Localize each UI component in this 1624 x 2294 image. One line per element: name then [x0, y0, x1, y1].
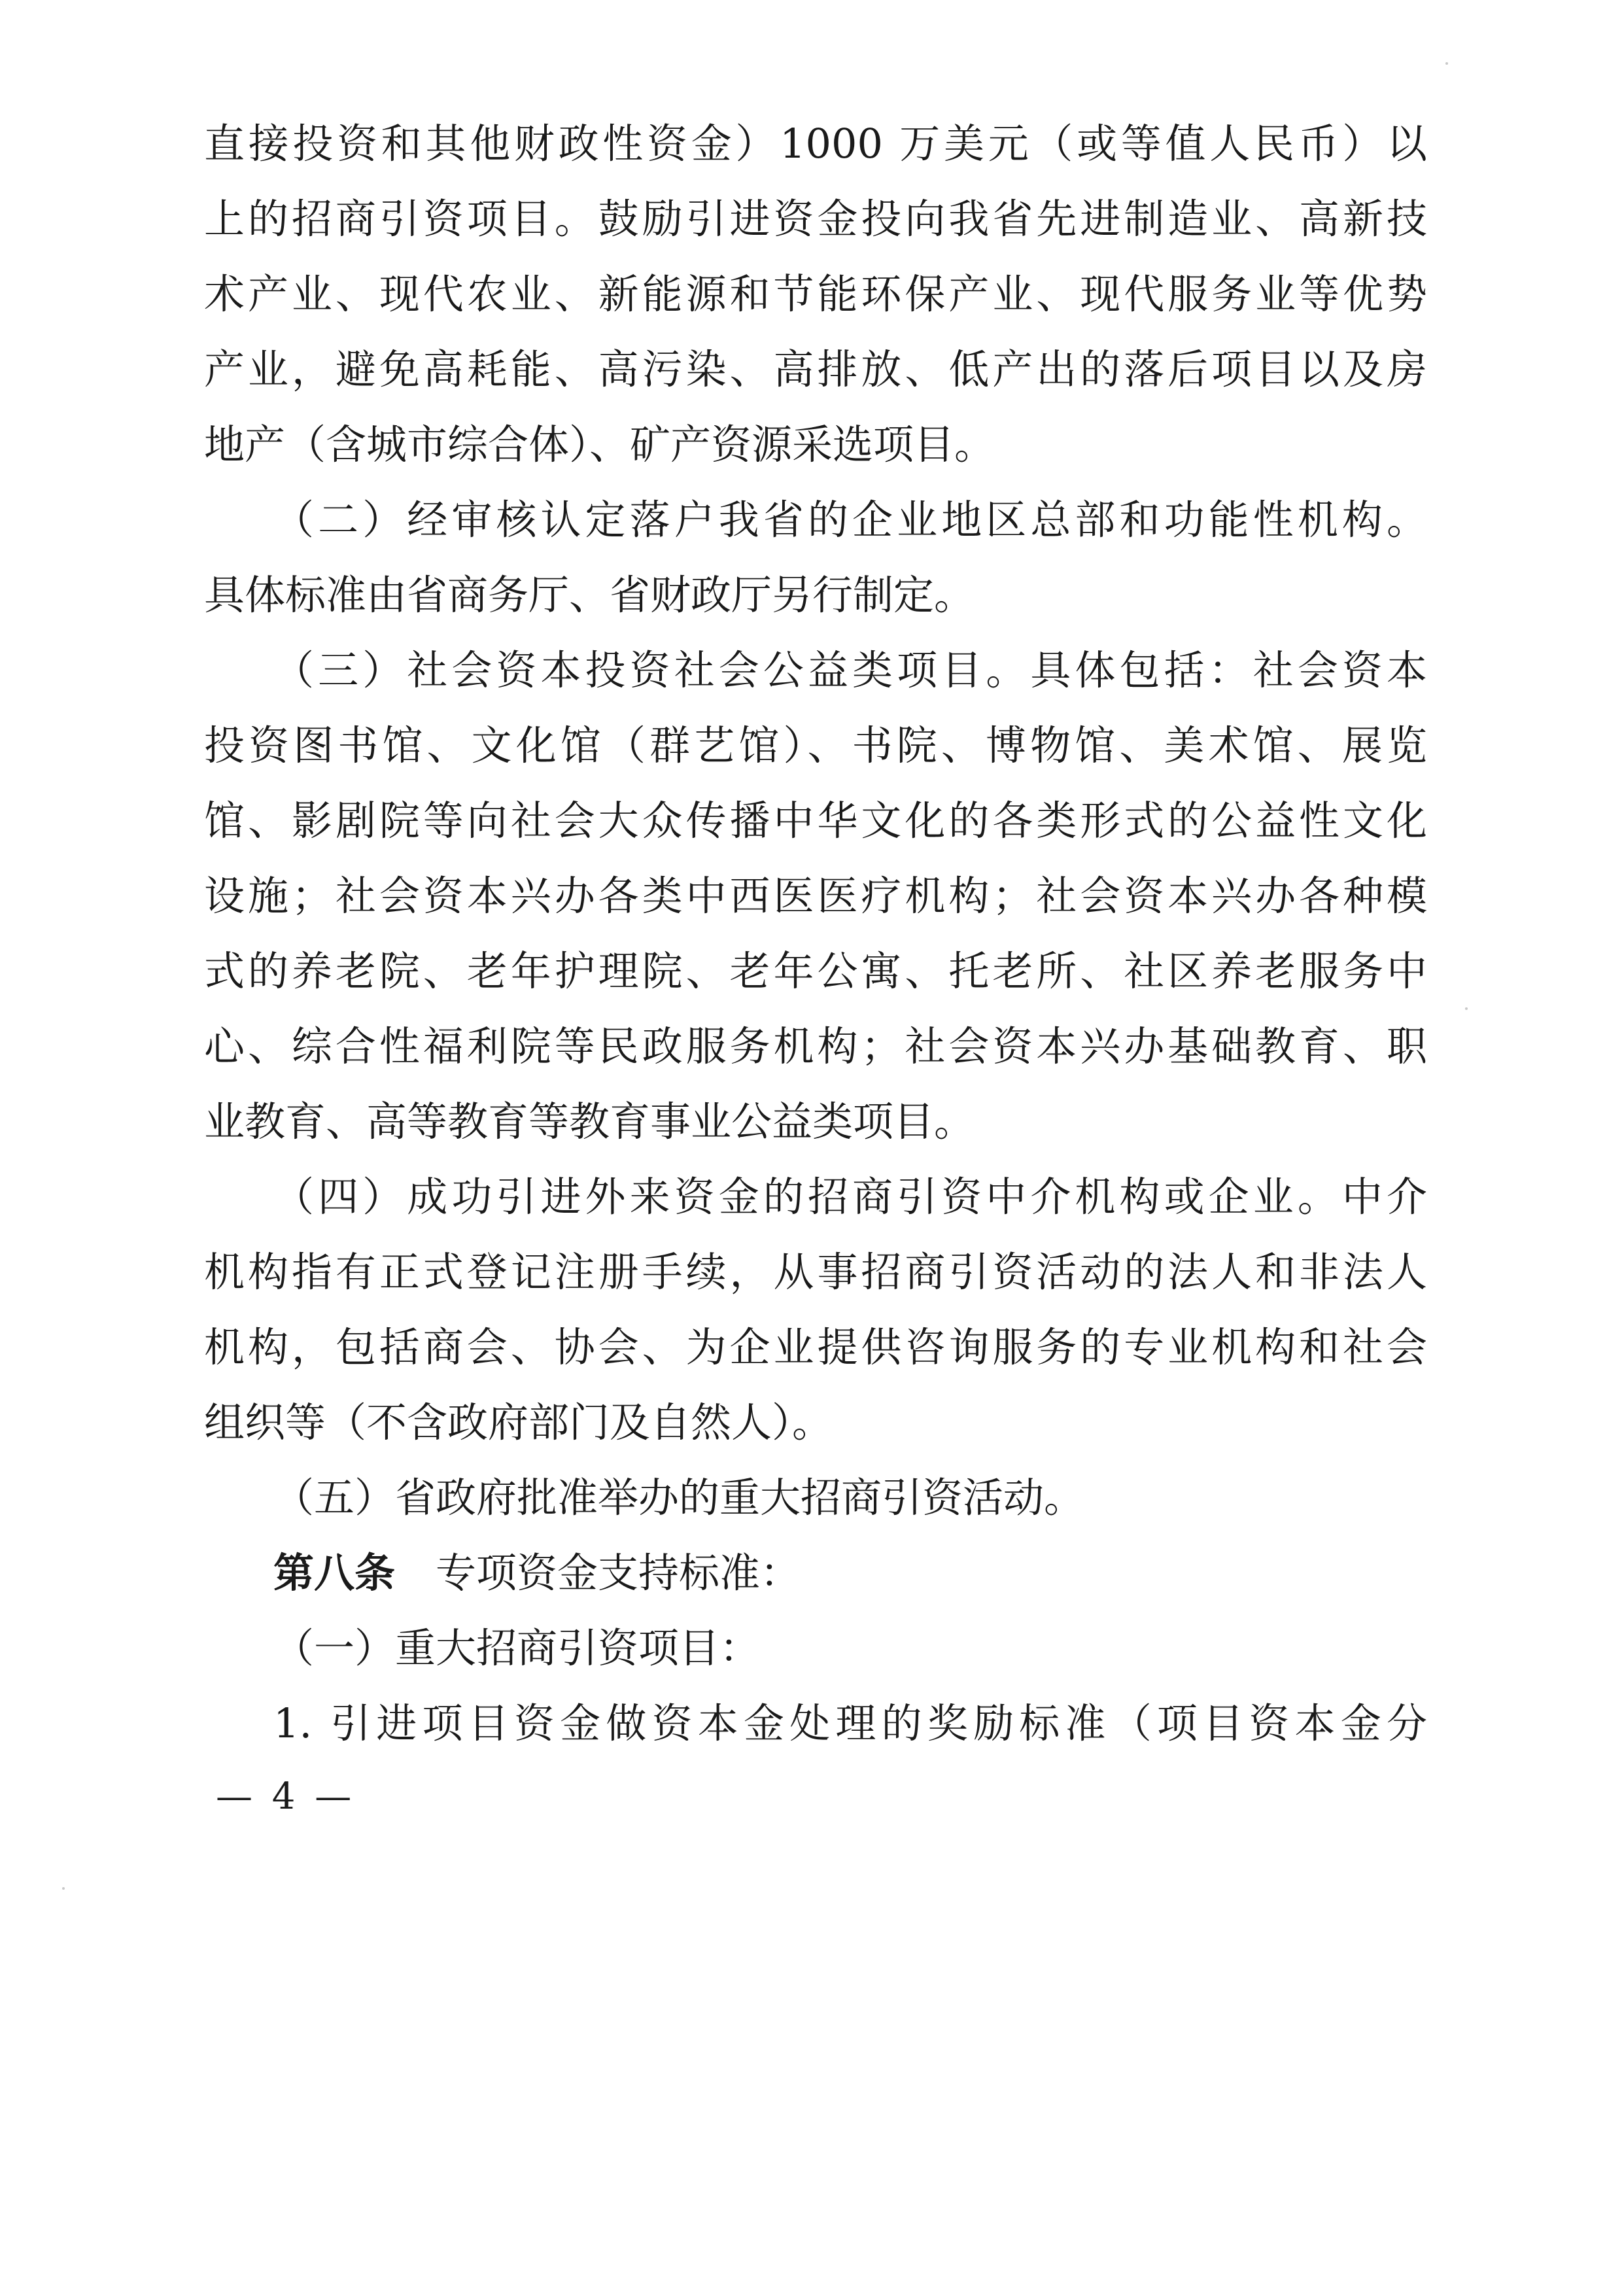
body-text-line: 产业，避免高耗能、高污染、高排放、低产出的落后项目以及房 [204, 345, 1427, 393]
article-heading-line [273, 1547, 1427, 1599]
body-text-line: （三）社会资本投资社会公益类项目。具体包括：社会资本 [273, 646, 1427, 694]
body-text-line: 具体标准由省商务厅、省财政厅另行制定。 [204, 571, 975, 619]
numbered-item-line: 1. 引进项目资金做资本金处理的奖励标准（项目资本金分 [273, 1699, 1427, 1747]
body-text-line: 机构，包括商会、协会、为企业提供咨询服务的专业机构和社会 [204, 1323, 1427, 1371]
body-text-line: （五）省政府批准举办的重大招商引资活动。 [273, 1474, 1085, 1521]
body-text-line: （二）经审核认定落户我省的企业地区总部和功能性机构。 [273, 496, 1427, 544]
body-text-line: 机构指有正式登记注册手续，从事招商引资活动的法人和非法人 [204, 1248, 1427, 1296]
scan-speck [62, 1887, 65, 1890]
body-text-line: 心、综合性福利院等民政服务机构；社会资本兴办基础教育、职 [204, 1022, 1427, 1070]
body-text-line: 投资图书馆、文化馆（群艺馆）、书院、博物馆、美术馆、展览 [204, 721, 1427, 769]
article-text: 专项资金支持标准： [436, 1549, 801, 1597]
body-text-line: 设施；社会资本兴办各类中西医医疗机构；社会资本兴办各种模 [204, 872, 1427, 920]
scan-speck [1465, 1007, 1468, 1010]
sub-item-heading: （一）重大招商引资项目： [273, 1624, 761, 1672]
body-text-line: 馆、影剧院等向社会大众传播中华文化的各类形式的公益性文化 [204, 797, 1427, 844]
page-number: — 4 — [216, 1775, 356, 1818]
body-text-line: 术产业、现代农业、新能源和节能环保产业、现代服务业等优势 [204, 270, 1427, 318]
body-text-line: 直接投资和其他财政性资金）1000 万美元（或等值人民币）以 [204, 120, 1427, 167]
body-text-line: 业教育、高等教育等教育事业公益类项目。 [204, 1098, 975, 1145]
body-text-line: 组织等（不含政府部门及自然人）。 [204, 1399, 833, 1446]
body-text-line: 地产（含城市综合体）、矿产资源采选项目。 [204, 421, 995, 468]
body-text-line: （四）成功引进外来资金的招商引资中介机构或企业。中介 [273, 1173, 1427, 1221]
scan-speck [1445, 62, 1448, 65]
article-number: 第八条 [273, 1549, 396, 1597]
body-text-line: 上的招商引资项目。鼓励引进资金投向我省先进制造业、高新技 [204, 195, 1427, 243]
body-text-line: 式的养老院、老年护理院、老年公寓、托老所、社区养老服务中 [204, 947, 1427, 995]
